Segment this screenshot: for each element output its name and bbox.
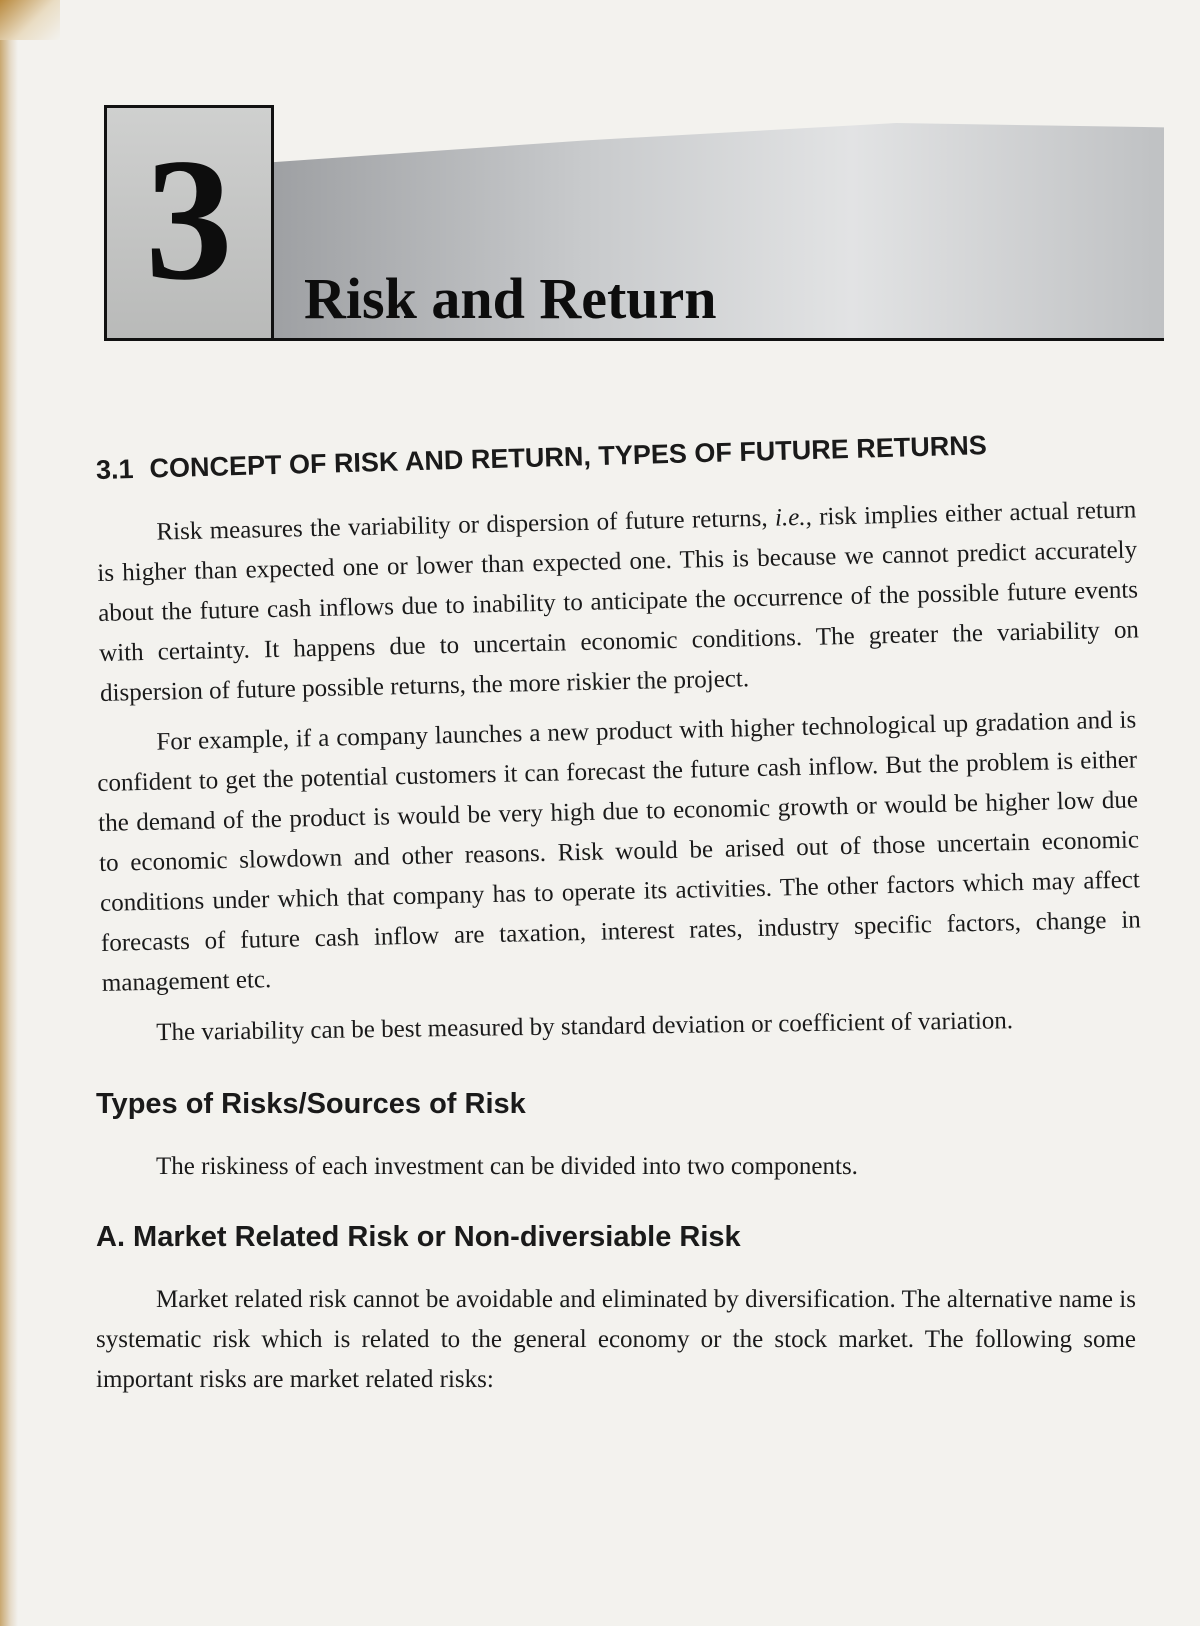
market-risk-text: Market related risk cannot be avoidable and eliminated by diversification. The alternative name is systematic risk which is related to the general economy or the stock market. The following some important risks are market related risks:: [96, 1286, 1136, 1393]
paragraph-risk-definition-end: risk implies either actual return is higher than expected one or lower than expected one. This is because we cannot predict accurately about the future cash inflows due to inability to anticipate the occurrence of the possible future events with certainty. It happens due to uncertain economic conditions. The greater the variability on dispersion of future possible returns, the more riskier the project.: [97, 496, 1140, 707]
types-of-risks-heading: Types of Risks/Sources of Risk: [96, 1088, 526, 1120]
ie-abbreviation: i.e.,: [774, 503, 813, 532]
paragraph-variability: The variability can be best measured by standard deviation or coefficient of variation.: [156, 1007, 1014, 1047]
market-risk-heading: A. Market Related Risk or Non-diversiable Risk: [96, 1221, 741, 1253]
paragraph-example: For example, if a company launches a new product with higher technological up gradation and is confident to get the potential customers it can forecast the future cash inflow. But the problem is either the demand of the product is would be very high due to economic growth or would be higher low due to economic slowdown and other reasons. Risk would be arised out of those uncertain economic conditions under which that company has to operate its activities. The other factors which may affect forecasts of future cash inflow are taxation, interest rates, industry specific factors, change in management etc.: [97, 706, 1142, 997]
paragraph-risk-definition-start: Risk measures the variability or dispersion of future returns,: [156, 504, 776, 546]
types-of-risks-text: The riskiness of each investment can be divided into two components.: [156, 1153, 858, 1180]
page-corner: [0, 0, 60, 40]
chapter-number: 3: [145, 121, 233, 316]
chapter-header: [104, 105, 1164, 355]
section-number: 3.1: [95, 453, 134, 485]
section-heading: [96, 426, 1136, 486]
section-title: CONCEPT OF RISK AND RETURN, TYPES OF FUTURE RETURNS: [149, 430, 988, 484]
chapter-title: Risk and Return: [304, 266, 717, 331]
page-edge: [0, 0, 18, 1626]
page-content: [95, 430, 1142, 1410]
paragraph-risk-definition: [96, 490, 1140, 714]
chapter-number-box: [104, 105, 274, 341]
